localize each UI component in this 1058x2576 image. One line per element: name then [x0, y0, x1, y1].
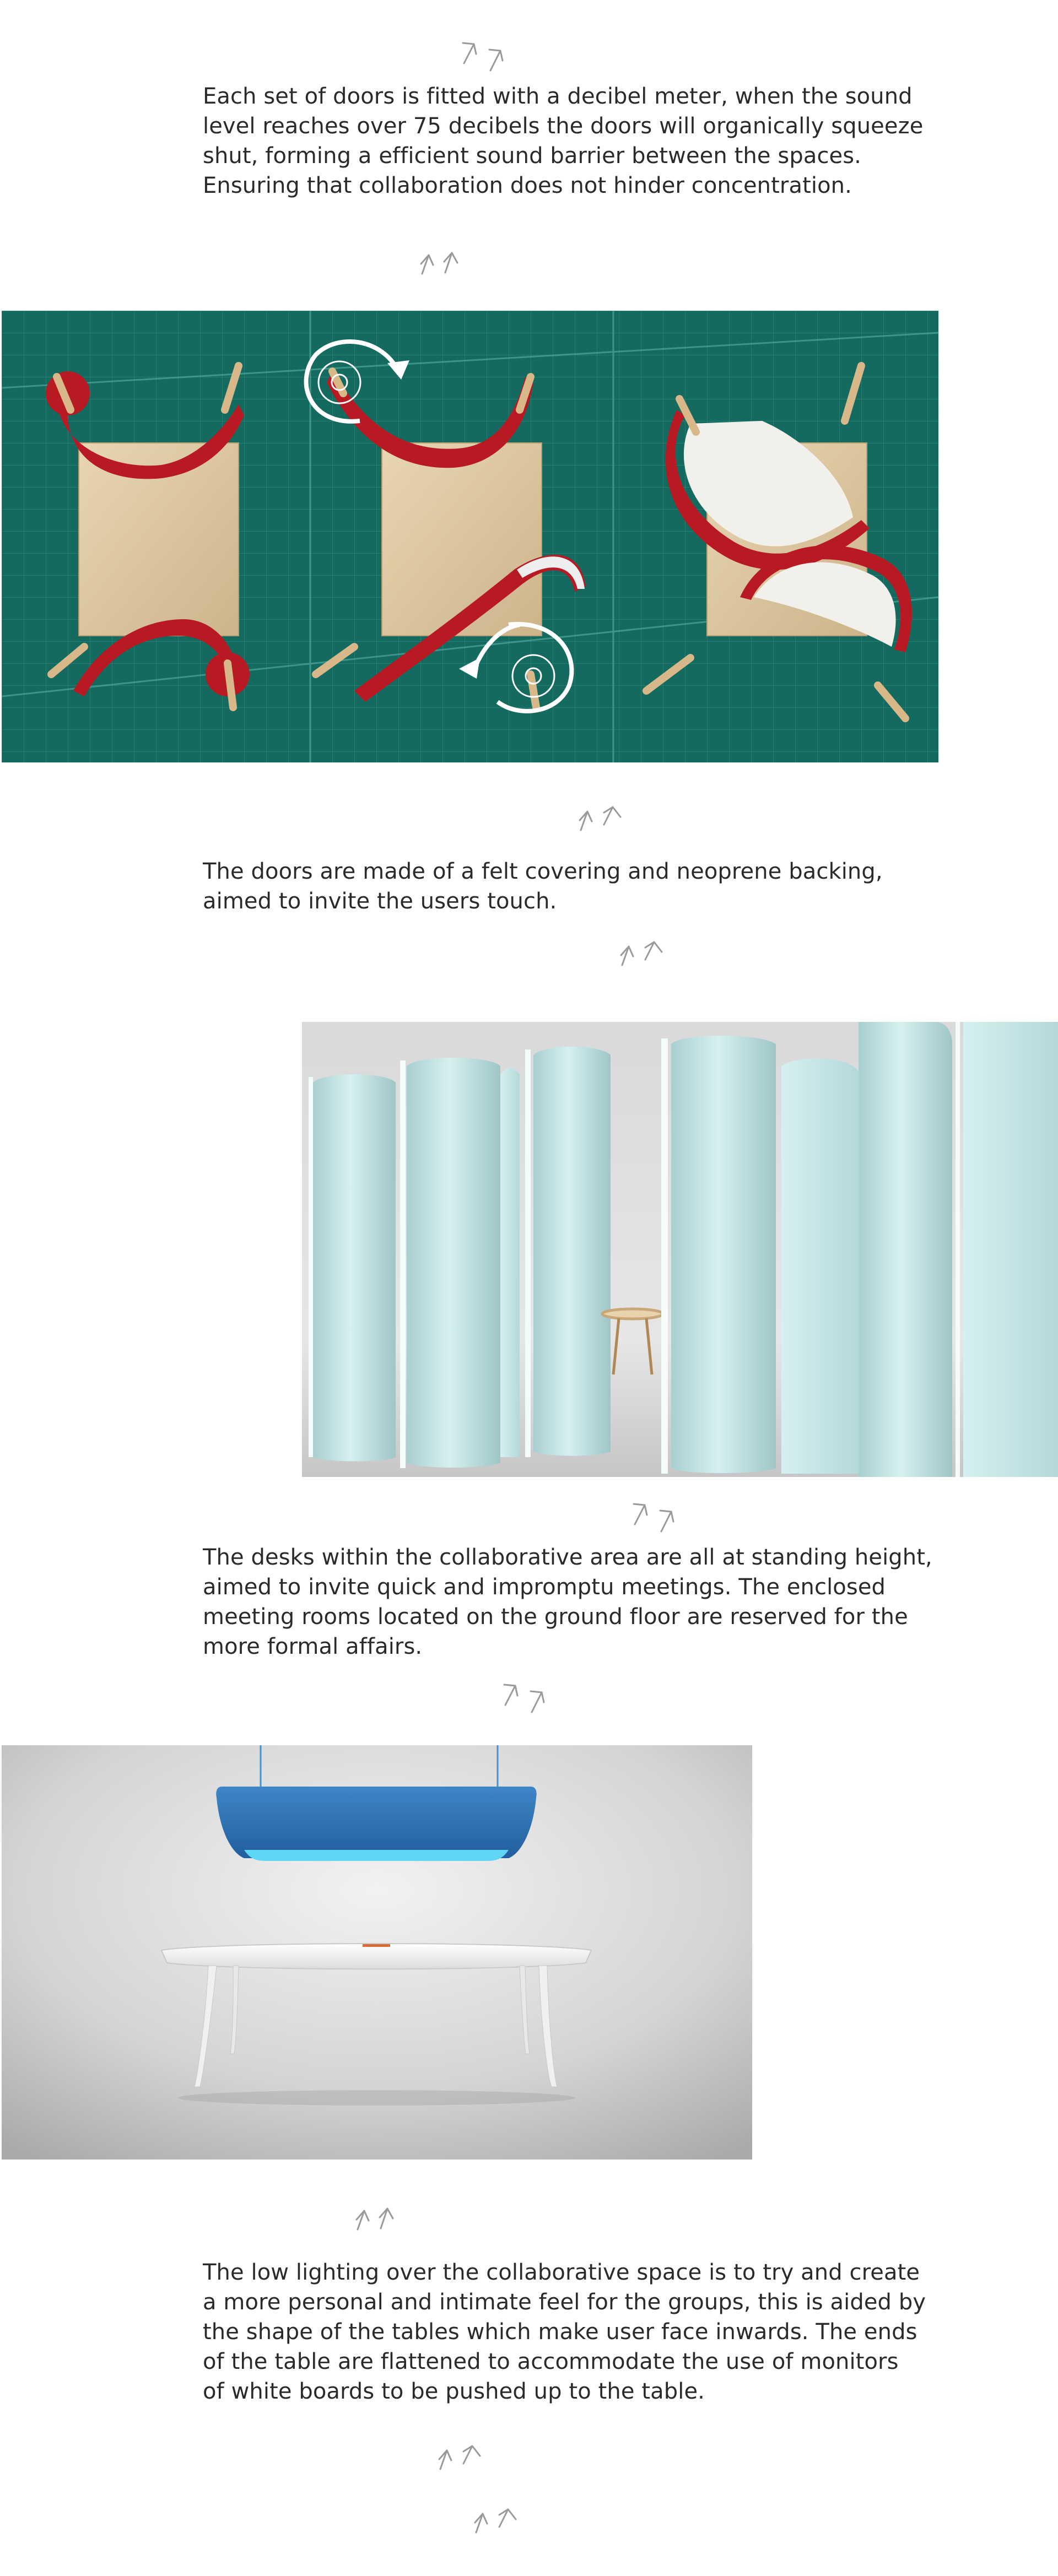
- paragraph-sound-barrier: [203, 82, 923, 201]
- text-line: more formal affairs.: [203, 1634, 423, 1659]
- text-line: The low lighting over the collaborative space is to try and create: [203, 2260, 920, 2285]
- lamp-table-render: [2, 1745, 752, 2160]
- acoustic-panel-group-right: [661, 1022, 1058, 1477]
- paragraph-materials: [203, 857, 883, 916]
- paragraph-standing-desks: [203, 1543, 932, 1662]
- text-line: a more personal and intimate feel for the groups, this is aided by: [203, 2290, 926, 2315]
- walking-arrows-icon: [433, 2435, 493, 2476]
- walking-arrows-icon: [468, 2498, 529, 2540]
- door-mechanism-photo: [2, 311, 938, 762]
- text-line: aimed to invite the users touch.: [203, 889, 557, 914]
- paragraph-low-lighting: [203, 2258, 926, 2406]
- text-line: meeting rooms located on the ground floor are reserved for the: [203, 1604, 908, 1630]
- text-line: The desks within the collaborative area are all at standing height,: [203, 1545, 932, 1570]
- text-line: of white boards to be pushed up to the table.: [203, 2379, 705, 2404]
- text-line: The doors are made of a felt covering and neoprene backing,: [203, 859, 883, 884]
- text-line: level reaches over 75 decibels the doors will organically squeeze: [203, 113, 924, 139]
- walking-arrows-icon: [414, 240, 475, 281]
- text-line: the shape of the tables which make user face inwards. The ends: [203, 2319, 917, 2345]
- walking-arrows-icon: [499, 1675, 559, 1716]
- text-line: aimed to invite quick and impromptu meetings. The enclosed: [203, 1574, 886, 1600]
- walking-arrows-icon: [628, 1494, 689, 1535]
- walking-arrows-icon: [573, 796, 634, 837]
- walking-arrows-icon: [350, 2195, 411, 2237]
- text-line: shut, forming a efficient sound barrier between the spaces.: [203, 143, 862, 169]
- text-line: Each set of doors is fitted with a decibel meter, when the sound: [203, 84, 913, 109]
- walking-arrows-icon: [614, 931, 675, 972]
- panels-render: [302, 1022, 1058, 1477]
- text-line: of the table are flattened to accommodate the use of monitors: [203, 2349, 899, 2374]
- walking-arrows-icon: [457, 33, 518, 74]
- text-line: Ensuring that collaboration does not hinder concentration.: [203, 173, 852, 198]
- acoustic-panel-group-left: [309, 1047, 611, 1468]
